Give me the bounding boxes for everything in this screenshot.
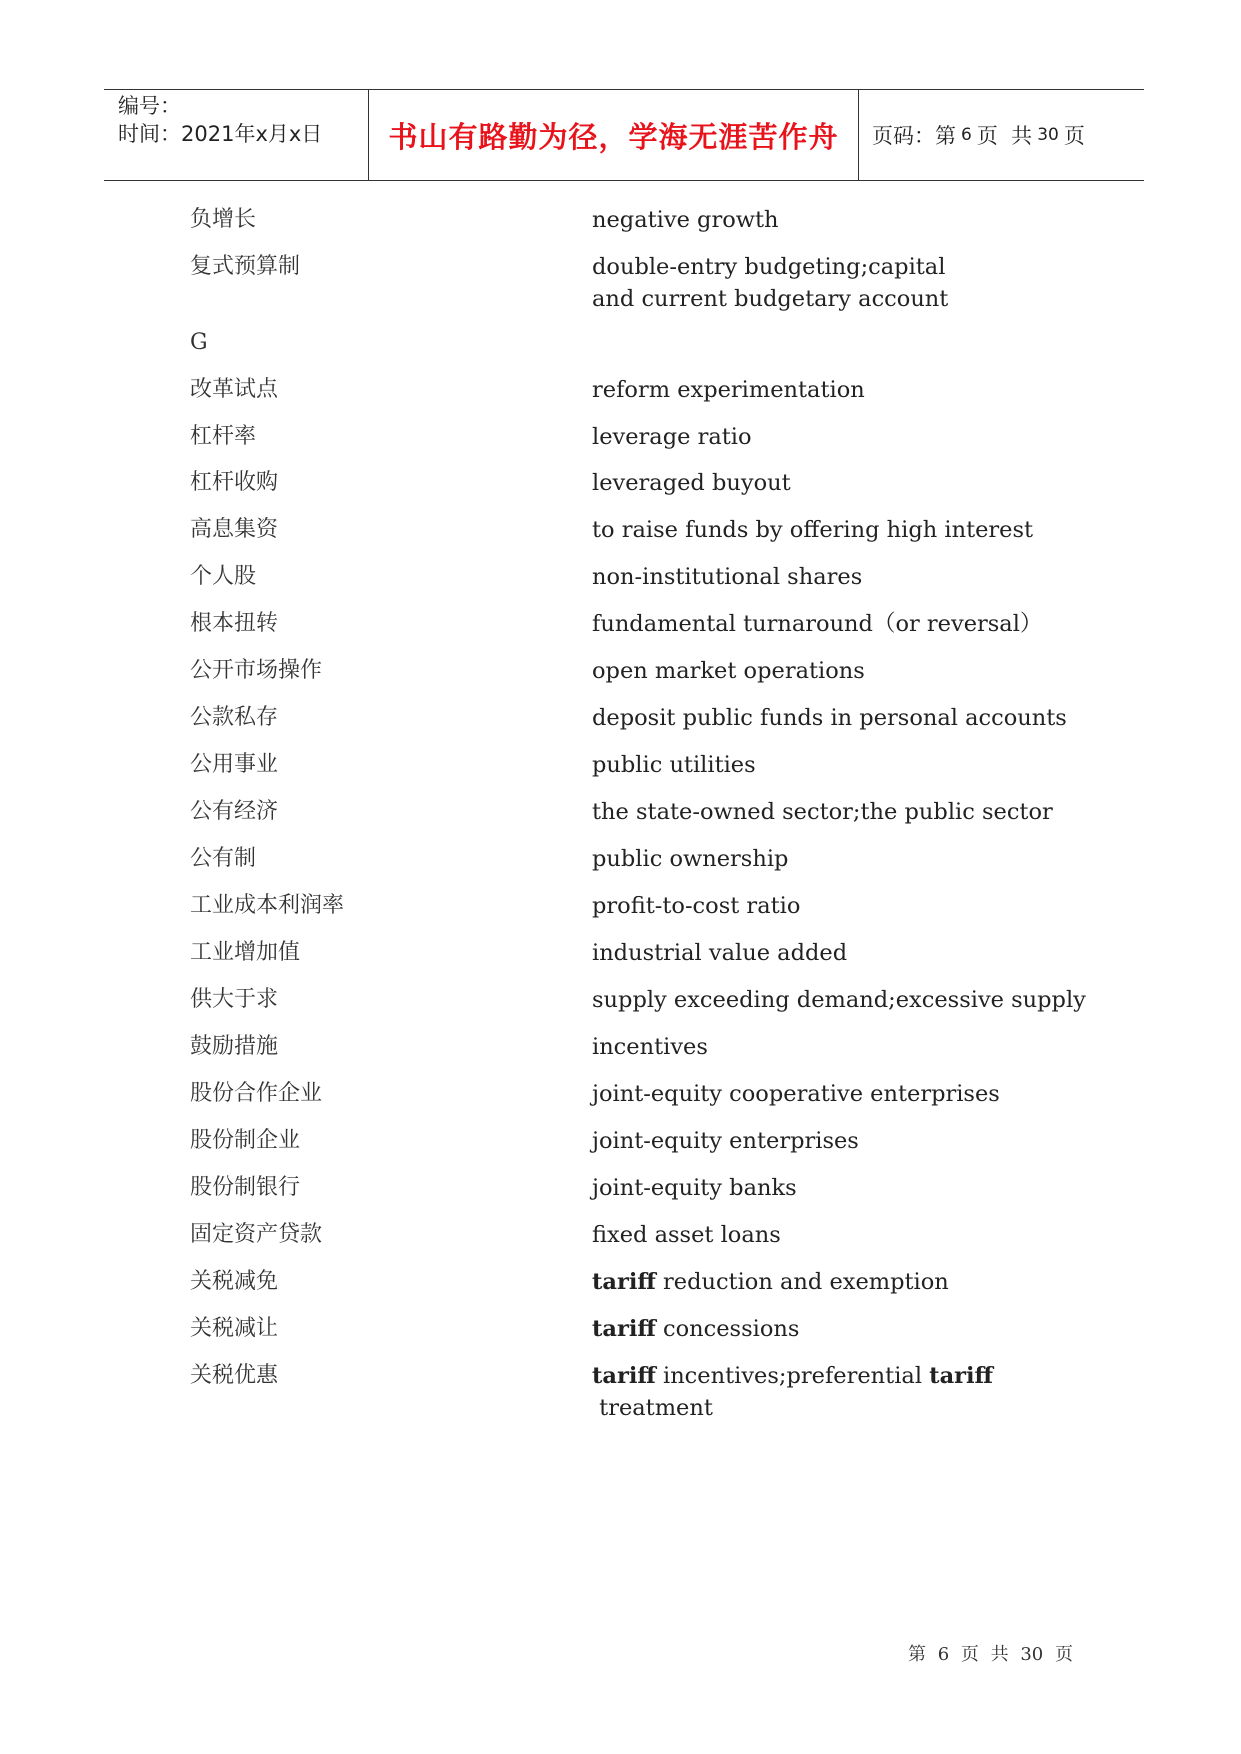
term-chinese: 个人股 xyxy=(190,564,257,589)
term-chinese: 鼓励措施 xyxy=(190,1034,279,1059)
term-chinese: 关税减让 xyxy=(190,1316,279,1341)
header-motto: 书山有路勤为径，学海无涯苦作舟 xyxy=(388,119,839,154)
term-english: deposit public funds in personal accounts xyxy=(592,705,1067,731)
glossary-row xyxy=(190,655,1090,687)
term-chinese: 工业成本利润率 xyxy=(190,893,345,918)
glossary-row xyxy=(190,514,1090,546)
term-chinese: 工业增加值 xyxy=(190,940,301,965)
term-english: joint-equity banks xyxy=(592,1175,797,1201)
glossary-row xyxy=(190,749,1090,781)
term-chinese: 高息集资 xyxy=(190,517,279,542)
term-english: joint-equity enterprises xyxy=(592,1128,859,1154)
term-english: joint-equity cooperative enterprises xyxy=(592,1081,1000,1107)
term-chinese: 股份制银行 xyxy=(190,1175,301,1200)
term-chinese: 改革试点 xyxy=(190,377,279,402)
page-total: 30 xyxy=(1037,125,1059,145)
glossary-row xyxy=(190,374,1090,406)
term-english xyxy=(592,1313,1090,1345)
page-current: 6 xyxy=(961,125,972,145)
term-bold: tariff xyxy=(929,1363,994,1389)
glossary-row xyxy=(190,1219,1090,1251)
term-chinese: 根本扭转 xyxy=(190,611,279,636)
term-chinese: 公用事业 xyxy=(190,752,279,777)
term-english: the state-owned sector;the public sector xyxy=(592,799,1053,825)
page-prefix: 页码：第 xyxy=(872,124,956,148)
term-chinese: 杠杆率 xyxy=(190,424,257,449)
number-label: 编号： xyxy=(118,94,181,118)
term-english: open market operations xyxy=(592,658,865,684)
glossary-row xyxy=(190,608,1090,640)
page-footer: 第 6 页 共 30 页 xyxy=(908,1644,1073,1665)
glossary-row xyxy=(190,1313,1090,1345)
glossary-row xyxy=(190,984,1090,1016)
page-suffix: 页 xyxy=(1063,124,1085,148)
term-text: treatment xyxy=(592,1395,713,1421)
page-middle: 页 共 xyxy=(976,124,1033,148)
time-label: 时间：2021年x月x日 xyxy=(118,122,323,146)
term-chinese: 公有制 xyxy=(190,846,257,871)
term-english: to raise funds by offering high interest xyxy=(592,517,1034,543)
glossary-row xyxy=(190,843,1090,875)
glossary-row xyxy=(190,1078,1090,1110)
term-english: leverage ratio xyxy=(592,424,752,450)
term-english xyxy=(592,1266,1090,1298)
term-english: supply exceeding demand;excessive supply xyxy=(592,987,1086,1013)
glossary-row xyxy=(190,327,1090,359)
term-chinese: 股份制企业 xyxy=(190,1128,301,1153)
glossary-row xyxy=(190,561,1090,593)
glossary-row xyxy=(190,937,1090,969)
term-chinese: 供大于求 xyxy=(190,987,279,1012)
term-english: non-institutional shares xyxy=(592,564,863,590)
term-bold: tariff xyxy=(592,1269,656,1295)
term-english: fundamental turnaround（or reversal） xyxy=(592,611,1043,637)
glossary-row xyxy=(190,1125,1090,1157)
page-header xyxy=(104,89,1144,181)
term-english: fixed asset loans xyxy=(592,1222,781,1248)
term-english: profit-to-cost ratio xyxy=(592,893,801,919)
term-chinese: 复式预算制 xyxy=(190,254,301,279)
term-english: leveraged buyout xyxy=(592,470,791,496)
term-chinese: G xyxy=(190,330,208,355)
term-bold: tariff xyxy=(592,1316,656,1342)
glossary-row xyxy=(190,702,1090,734)
term-english: incentives xyxy=(592,1034,708,1060)
term-english: industrial value added xyxy=(592,940,848,966)
term-chinese: 股份合作企业 xyxy=(190,1081,323,1106)
header-motto-cell xyxy=(369,90,859,180)
glossary-row xyxy=(190,421,1090,453)
term-text: reduction and exemption xyxy=(655,1269,949,1295)
term-chinese: 公开市场操作 xyxy=(190,658,323,683)
term-english: double-entry budgeting;capital and current budgetary account xyxy=(592,254,949,312)
glossary-row xyxy=(190,890,1090,922)
glossary-row xyxy=(190,1360,1090,1424)
term-english: public ownership xyxy=(592,846,789,872)
header-meta xyxy=(104,90,369,180)
term-chinese: 公有经济 xyxy=(190,799,279,824)
term-english: reform experimentation xyxy=(592,377,865,403)
term-chinese: 关税减免 xyxy=(190,1269,279,1294)
term-text: incentives;preferential xyxy=(655,1363,930,1389)
glossary-row xyxy=(190,467,1090,499)
term-text: concessions xyxy=(655,1316,800,1342)
term-english: public utilities xyxy=(592,752,756,778)
header-page-info xyxy=(859,90,1144,180)
term-chinese: 关税优惠 xyxy=(190,1363,279,1388)
glossary-row xyxy=(190,1031,1090,1063)
term-chinese: 负增长 xyxy=(190,207,257,232)
glossary-row xyxy=(190,251,1090,315)
glossary-row xyxy=(190,1172,1090,1204)
glossary-row xyxy=(190,1266,1090,1298)
term-bold: tariff xyxy=(592,1363,656,1389)
term-chinese: 杠杆收购 xyxy=(190,470,279,495)
term-chinese: 固定资产贷款 xyxy=(190,1222,323,1247)
term-english xyxy=(592,327,1090,359)
term-english: negative growth xyxy=(592,207,779,233)
glossary-row xyxy=(190,796,1090,828)
term-english xyxy=(592,1360,1090,1424)
term-chinese: 公款私存 xyxy=(190,705,279,730)
glossary-row xyxy=(190,204,1090,236)
